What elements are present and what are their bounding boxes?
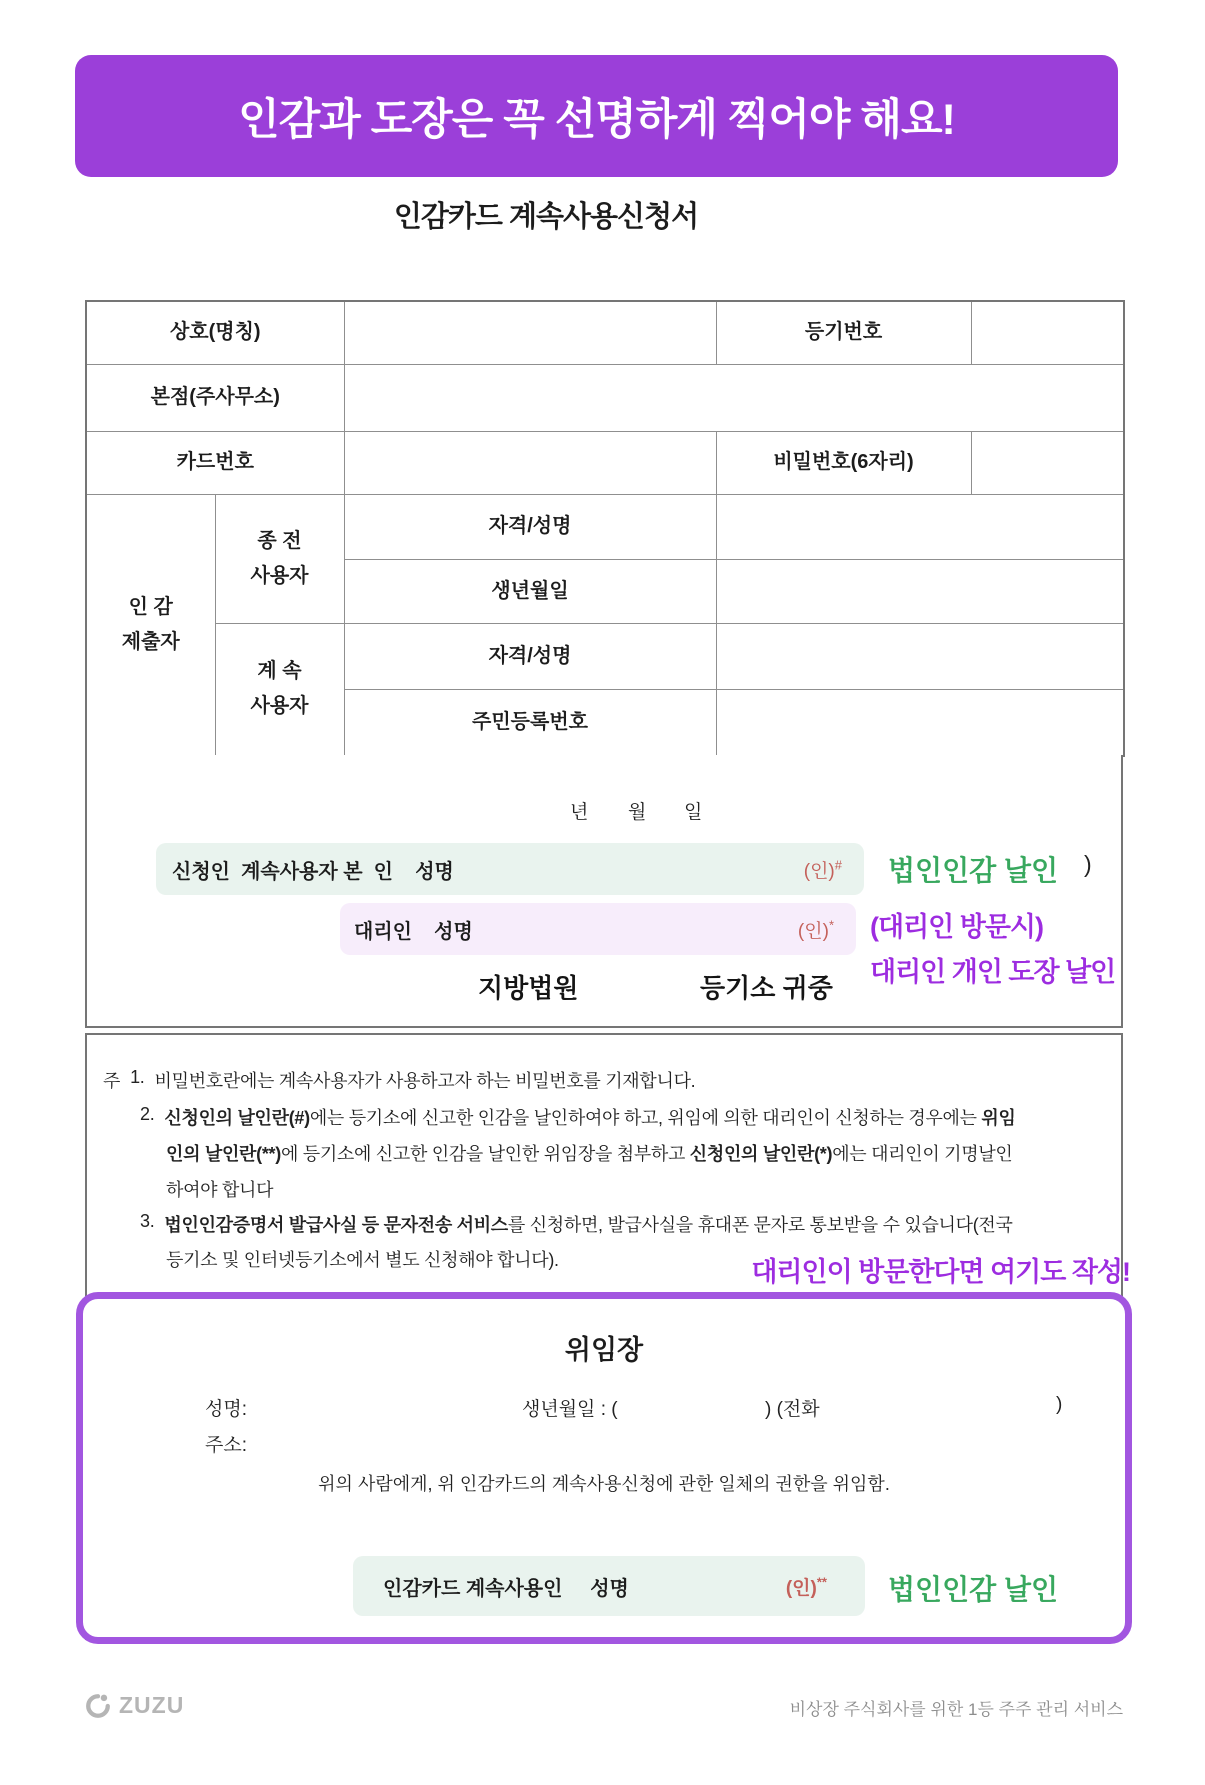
poa-phone-label: ) (전화 (765, 1399, 820, 1420)
password-label: 비밀번호(6자리) (716, 431, 971, 494)
footer-tagline: 비상장 주식회사를 위한 1등 주주 관리 서비스 (789, 1700, 1123, 1719)
poa-user-signature-row (353, 1556, 865, 1616)
date-day-label: 일 (684, 802, 703, 823)
applicant-signature-row (156, 843, 864, 895)
poa-user-signature-label: 인감카드 계속사용인 성명 (383, 1577, 629, 1600)
note-number: 2. (140, 1104, 155, 1124)
seal-submitter-label: 인 감 제출자 (86, 494, 215, 756)
note-item-3-line-1: 3. 법인인감증명서 발급사실 등 문자전송 서비스를 신청하면, 발급사실을 휴대폰 문자로 통보받을 수 있습니다(전국 (140, 1211, 1013, 1235)
application-form-table (85, 300, 1125, 757)
corporate-seal-annotation-2: 법인인감 날인 (888, 1574, 1059, 1605)
registry-office-label: 등기소 귀중 (700, 973, 833, 1003)
applicant-signature-label: 신청인 계속사용자 본 인 성명 (172, 860, 454, 883)
card-number-field (344, 431, 716, 494)
corporate-seal-annotation-1: 법인인감 날인 (888, 855, 1059, 886)
warning-banner-text: 인감과 도장은 꼭 선명하게 찍어야 해요! (238, 95, 955, 144)
zuzu-logo-text: ZUZU (119, 1692, 185, 1718)
district-court-label: 지방법원 (478, 973, 579, 1003)
date-month-label: 월 (628, 802, 647, 823)
table-row (86, 494, 1124, 559)
resident-number-label: 주민등록번호 (344, 689, 716, 756)
poa-birth-label: 생년월일 : ( (522, 1399, 618, 1420)
note-number: 1. (130, 1067, 145, 1087)
agent-signature-label: 대리인 성명 (354, 920, 473, 943)
head-office-label: 본점(주사무소) (86, 364, 344, 431)
former-user-label: 종 전 사용자 (215, 494, 344, 623)
note-prefix: 주 (103, 1071, 121, 1091)
resident-number-field (716, 689, 1124, 756)
head-office-field (344, 364, 1124, 431)
table-row (86, 364, 1124, 431)
poa-delegation-sentence: 위의 사람에게, 위 인감카드의 계속사용신청에 관한 일체의 권한을 위임함. (318, 1474, 890, 1494)
agent-visit-annotation-line1: (대리인 방문시) (870, 912, 1043, 942)
birth-date-label: 생년월일 (344, 559, 716, 623)
continuing-user-label: 계 속 사용자 (215, 623, 344, 756)
note-item-2-line-1: 2. 신청인의 날인란(#)에는 등기소에 신고한 인감을 날인하여야 하고, 위임에 의한 대리인이 신청하는 경우에는 위임 (140, 1104, 1016, 1128)
agent-signature-row (340, 903, 856, 955)
birth-date-field (716, 559, 1124, 623)
card-number-label: 카드번호 (86, 431, 344, 494)
poa-close-paren: ) (1056, 1394, 1063, 1415)
table-row (86, 623, 1124, 689)
poa-seal-mark: (인)** (785, 1574, 827, 1599)
note-item-2-line-3: 하여야 합니다 (166, 1180, 274, 1200)
company-name-field (344, 301, 716, 364)
cont-qualification-name-field (716, 623, 1124, 689)
registry-number-field (971, 301, 1124, 364)
note-item-3-line-2: 등기소 및 인터넷등기소에서 별도 신청해야 합니다). (166, 1250, 559, 1270)
warning-banner (75, 55, 1118, 177)
password-field (971, 431, 1124, 494)
agent-visit-annotation-line2: 대리인 개인 도장 날인 (870, 957, 1116, 987)
power-of-attorney-title: 위임장 (564, 1335, 644, 1365)
registry-number-label: 등기번호 (716, 301, 971, 364)
zuzu-logo-icon (85, 1693, 111, 1719)
applicant-seal-mark: (인)# (803, 857, 842, 882)
page-title: 인감카드 계속사용신청서 (393, 201, 699, 233)
company-name-label: 상호(명칭) (86, 301, 344, 364)
table-row (86, 431, 1124, 494)
note-number: 3. (140, 1211, 155, 1231)
cont-qualification-name-label: 자격/성명 (344, 623, 716, 689)
former-qualification-name-field (716, 494, 1124, 559)
zuzu-logo (85, 1692, 184, 1719)
stray-paren: ) (1084, 851, 1092, 877)
date-year-label: 년 (570, 802, 589, 823)
note-item-2-line-2: 인의 날인란(**)에 등기소에 신고한 인감을 날인한 위임장을 첨부하고 신청인의 날인란(*)에는 대리인이 기명날인 (166, 1144, 1013, 1164)
poa-address-label: 주소: (205, 1435, 247, 1456)
former-qualification-name-label: 자격/성명 (344, 494, 716, 559)
agent-fill-here-annotation: 대리인이 방문한다면 여기도 작성! (751, 1257, 1130, 1287)
note-item-1: 주 1. 비밀번호란에는 계속사용자가 사용하고자 하는 비밀번호를 기재합니다. (103, 1067, 696, 1091)
table-row (86, 301, 1124, 364)
poa-name-label: 성명: (205, 1399, 247, 1420)
agent-seal-mark: (인)* (797, 917, 834, 942)
